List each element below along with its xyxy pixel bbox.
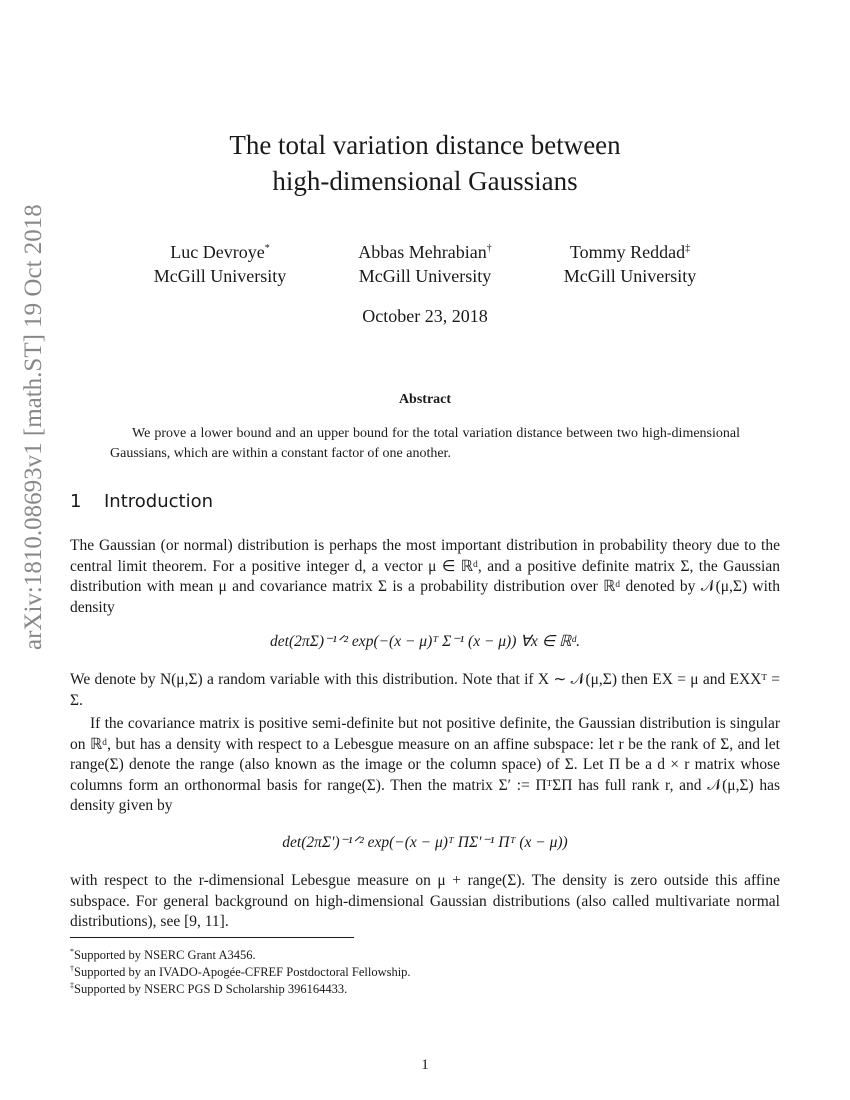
author-block [120,237,320,288]
author-mark: ‡ [685,243,691,254]
author-name: Abbas Mehrabian [358,242,487,262]
footnote-text: Supported by NSERC PGS D Scholarship 396164433. [74,982,348,997]
footnote-text: Supported by NSERC Grant A3456. [74,948,256,963]
paragraph-1: The Gaussian (or normal) distribution is perhaps the most important distribution in probability theory due to the central limit theorem. For a positive integer d, a vector μ ∈ ℝᵈ, and a positive definite matrix Σ, the Gaussian distribution with mean μ and covariance matrix Σ is a probability distribution over ℝᵈ denoted by 𝒩(μ,Σ) with density [70,537,780,616]
paper-title-line-1: The total variation distance between [229,130,621,160]
equation-2: det(2πΣ′)⁻¹ᐟ² exp(−(x − μ)ᵀ ΠΣ′⁻¹ Πᵀ (x − μ)) [282,834,568,851]
author-name: Tommy Reddad [569,242,686,262]
page-number: 1 [421,1057,429,1073]
footnote [70,977,347,998]
footnote-mark: * [70,947,74,956]
author-affiliation: McGill University [563,266,697,286]
arxiv-stamp: arXiv:1810.08693v1 [math.ST] 19 Oct 2018 [20,204,47,650]
paper-date: October 23, 2018 [362,306,488,326]
footnote-mark: ‡ [70,981,74,990]
paper-title-line-2: high-dimensional Gaussians [272,166,578,196]
author-affiliation: McGill University [358,266,492,286]
footnote-text: Supported by an IVADO-Apogée-CFREF Postdoctoral Fellowship. [74,965,411,980]
paragraph-3: If the covariance matrix is positive semi-definite but not positive definite, the Gaussian distribution is singular on ℝᵈ, but has a density with respect to a Lebesgue measure on an affine subspace: let r be the rank of Σ, and let range(Σ) denote the range (also known as the image or the column space) of Σ. Let Π be a d × r matrix whose columns form an orthonormal basis for range(Σ). Then the matrix Σ′ := ΠᵀΣΠ has full rank r, and 𝒩(μ,Σ) has density given by [70,715,780,814]
footnote-mark: † [70,964,74,973]
author-name: Luc Devroye [170,242,265,262]
abstract-text: We prove a lower bound and an upper bound for the total variation distance between two high-dimensional Gaussians, which are within a constant factor of one another. [110,426,740,461]
author-mark: † [486,243,492,254]
paragraph-4: with respect to the r-dimensional Lebesgue measure on μ + range(Σ). The density is zero outside this affine subspace. For general background on high-dimensional Gaussian distributions (also called multivariate normal distributions), see [9, 11]. [70,872,780,930]
author-affiliation: McGill University [153,266,287,286]
paragraph-2: We denote by N(μ,Σ) a random variable with this distribution. Note that if X ∼ 𝒩(μ,Σ) then EX = μ and EXXᵀ = Σ. [70,671,780,709]
author-mark: * [264,243,270,254]
section-title: Introduction [104,491,214,512]
author-block [325,237,525,288]
section-number: 1 [70,491,82,512]
footnote-rule [70,937,354,938]
author-block [530,237,730,288]
equation-1: det(2πΣ)⁻¹ᐟ² exp(−(x − μ)ᵀ Σ⁻¹ (x − μ)) ∀x ∈ ℝᵈ. [270,633,580,650]
section-heading [70,491,213,512]
abstract-heading: Abstract [398,392,452,407]
